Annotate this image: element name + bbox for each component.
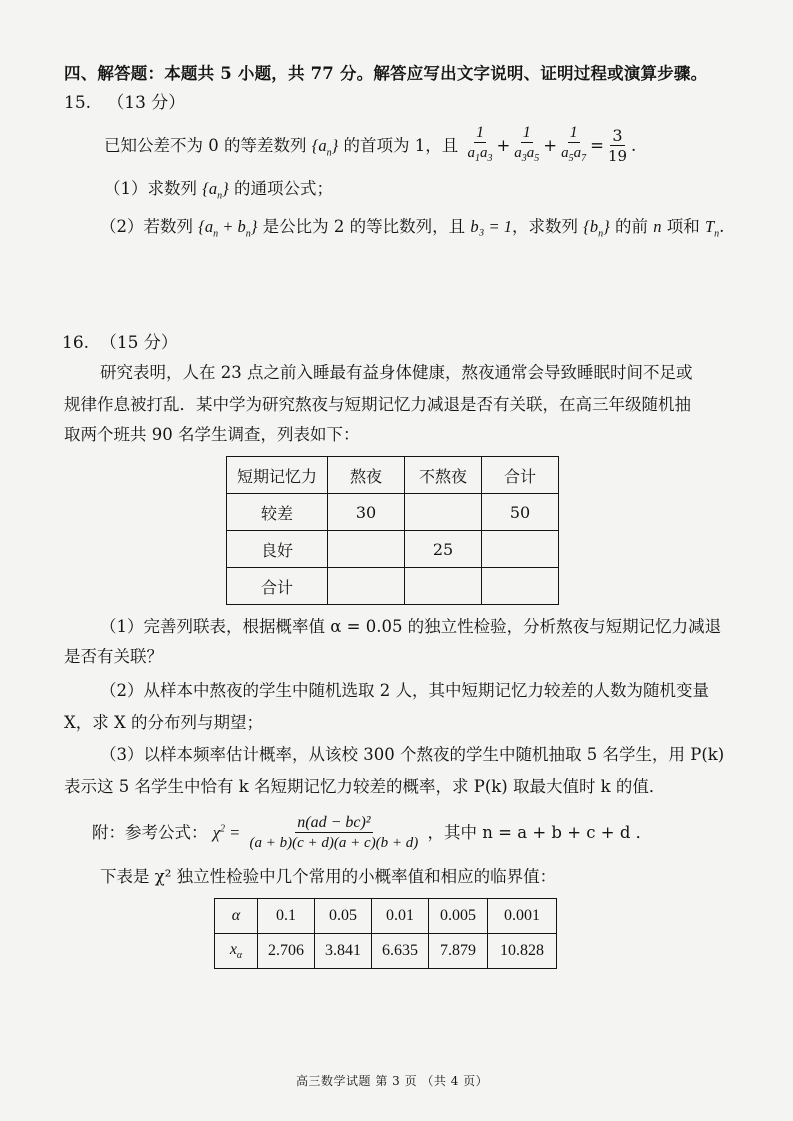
- q16-part1-line2: 是否有关联？: [64, 647, 163, 666]
- q15-part2-mid3: 的前: [614, 217, 648, 236]
- q15-part2-mid: 是公比为 2 的等比数列，且: [262, 217, 466, 236]
- table-cell: 3.841: [315, 934, 372, 969]
- formula-where: ，其中 n = a + b + c + d ．: [427, 823, 653, 842]
- q15-part2-n: n: [653, 217, 662, 236]
- table-cell: 25: [405, 531, 482, 568]
- table-cell: 30: [328, 494, 405, 531]
- q15-part2: （2）若数列 $\{a_n + b_n\}$ 是公比为 2 的等比数列，且 b₃ = 1，求数列 $\{b_n\}$ 的前 n 项和 $T_n$.: [100, 217, 725, 240]
- formula-numerator: n(ad − bc)²: [297, 814, 371, 831]
- q15-part1-prefix: （1）求数列: [104, 179, 197, 198]
- fraction-term-3: $\frac{1}{a_5a_7}$: [561, 124, 587, 164]
- table-cell: 50: [482, 494, 559, 531]
- table-cell: [482, 568, 559, 605]
- reference-label: 附：参考公式：: [92, 823, 208, 842]
- table-row: [227, 494, 559, 531]
- q16-heading: [62, 328, 178, 353]
- q15-part1-suffix: 的通项公式；: [233, 179, 333, 198]
- table-cell: 6.635: [372, 934, 429, 969]
- table-header-cell: 短期记忆力: [227, 457, 328, 494]
- critical-value-table: [214, 898, 557, 969]
- chi-square-fraction: [248, 814, 421, 853]
- table-row-critical: [215, 934, 557, 969]
- q15-part2-prefix: （2）若数列: [100, 217, 193, 236]
- seq-sum-symbol: $\{a_n + b_n\}$: [198, 217, 258, 240]
- table-header-cell: 不熬夜: [405, 457, 482, 494]
- sum-symbol: $T_n$: [704, 217, 720, 240]
- q15-part2-suffix: 项和: [666, 217, 700, 236]
- fraction-term-1: $\frac{1}{a_1a_3}$: [467, 124, 493, 164]
- table-header-cell: 熬夜: [328, 457, 405, 494]
- q15-part2-condition: b₃ = 1: [470, 217, 512, 236]
- table-row: [227, 531, 559, 568]
- table-cell: [482, 531, 559, 568]
- table-header-row: [227, 457, 559, 494]
- table-row: [227, 568, 559, 605]
- table-cell: [405, 494, 482, 531]
- critical-value-intro: 下表是 χ² 独立性检验中几个常用的小概率值和相应的临界值：: [100, 867, 557, 886]
- table-cell: 0.05: [315, 899, 372, 934]
- q15-heading: [64, 88, 185, 113]
- table-cell: [328, 568, 405, 605]
- seq-b-symbol: $\{b_n\}$: [583, 217, 610, 240]
- q15-part2-mid2: ，求数列: [511, 217, 578, 236]
- q16-number: 16.: [62, 333, 90, 353]
- q16-part1-line1: （1）完善列联表，根据概率值 α = 0.05 的独立性检验，分析熬夜与短期记忆力减退: [100, 617, 722, 636]
- table-row-alpha: [215, 899, 557, 934]
- table-cell: 7.879: [429, 934, 488, 969]
- x-alpha-label: $x_\alpha$: [215, 934, 258, 969]
- table-cell: [328, 531, 405, 568]
- q16-intro-line1: 研究表明，人在 23 点之前入睡最有益身体健康，熬夜通常会导致睡眠时间不足或: [100, 363, 693, 382]
- seq-a-symbol: $\{a_n\}$: [311, 136, 339, 159]
- table-cell: 0.01: [372, 899, 429, 934]
- q15-number: 15.: [64, 93, 92, 113]
- q16-intro-line2: 规律作息被打乱．某中学为研究熬夜与短期记忆力减退是否有关联，在高三年级随机抽: [64, 395, 691, 414]
- q16-part3-line2: 表示这 5 名学生中恰有 k 名短期记忆力较差的概率，求 P(k) 取最大值时 k 的值．: [64, 777, 666, 796]
- table-header-cell: 合计: [482, 457, 559, 494]
- q15-stem-mid: 的首项为 1，且: [343, 136, 459, 155]
- alpha-label: α: [215, 899, 258, 934]
- table-cell: 0.1: [258, 899, 315, 934]
- q15-points: （13 分）: [107, 93, 186, 113]
- chi-square-symbol: $\chi^2$ =: [212, 823, 241, 842]
- q15-part1: [104, 178, 333, 207]
- table-cell: 2.706: [258, 934, 315, 969]
- q16-intro-line3: 取两个班共 90 名学生调查，列表如下：: [64, 425, 360, 444]
- q16-part3-line1: （3）以样本频率估计概率，从该校 300 个熬夜的学生中随机抽取 5 名学生，用 P(k): [100, 745, 725, 764]
- fraction-term-2: $\frac{1}{a_3a_5}$: [514, 124, 540, 164]
- q15-stem-prefix: 已知公差不为 0 的等差数列: [104, 136, 307, 155]
- table-cell: 较差: [227, 494, 328, 531]
- formula-denominator: (a + b)(c + d)(a + c)(b + d): [249, 835, 419, 851]
- table-cell: [405, 568, 482, 605]
- section-header: 四、解答题：本题共 5 小题，共 77 分。解答应写出文字说明、证明过程或演算步骤。: [64, 64, 708, 83]
- reference-formula: [92, 814, 652, 853]
- table-cell: 10.828: [488, 934, 557, 969]
- seq-a-symbol: $\{a_n\}$: [202, 179, 229, 202]
- page-footer: 高三数学试题 第 3 页 （共 4 页）: [296, 1074, 489, 1088]
- q16-points: （15 分）: [99, 333, 178, 353]
- q16-part2-line1: （2）从样本中熬夜的学生中随机选取 2 人，其中短期记忆力较差的人数为随机变量: [100, 681, 709, 700]
- table-cell: 良好: [227, 531, 328, 568]
- table-cell: 0.001: [488, 899, 557, 934]
- fraction-result: $\frac{3}{19}$: [607, 126, 628, 165]
- table-cell: 合计: [227, 568, 328, 605]
- q16-part2-line2: X，求 X 的分布列与期望；: [64, 713, 263, 732]
- table-cell: 0.005: [429, 899, 488, 934]
- contingency-table: [226, 456, 559, 605]
- q15-stem: 已知公差不为 0 的等差数列 $\{a_n\}$ 的首项为 1，且 $\frac{1}{a_1a_3}$ + $\frac{1}{a_3a_5}$ + $\frac{1}{a_5a_7}$ = $\frac{3}{19}$ .: [104, 124, 636, 169]
